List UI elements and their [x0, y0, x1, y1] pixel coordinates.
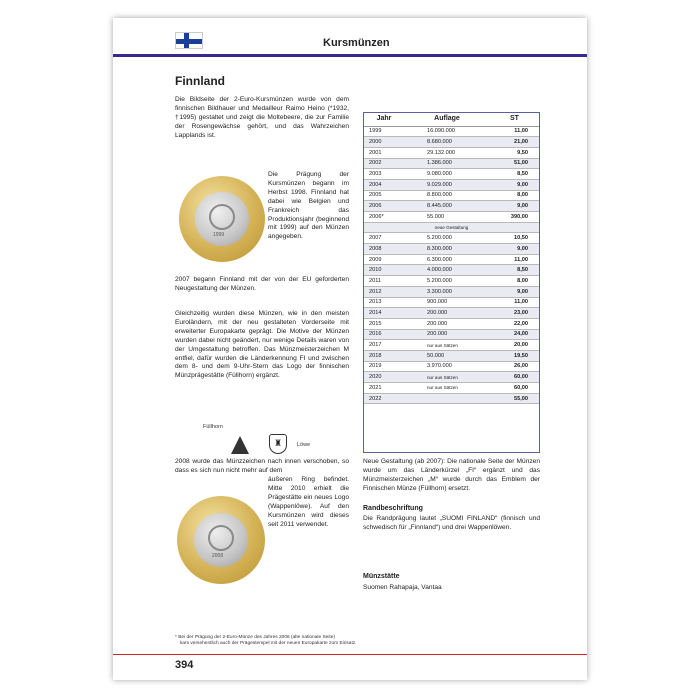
minting-paragraph: Die Prägung der Kursmünzen begann im Herbst 1998. Finnland hat dabei wie Belgien und Frankreich das Produktionsjahr (beginnend mit 1999) auf den Münzen angegeben. [268, 171, 349, 241]
cell-jahr: 2015 [363, 318, 405, 329]
table-row [363, 254, 540, 265]
cell-jahr: 2011 [363, 276, 405, 287]
cell-st: 8,00 [489, 190, 540, 201]
cell-auflage: 4.000.000 [405, 265, 489, 276]
cell-auflage: 1.386.000 [405, 158, 489, 169]
cell-st: 51,00 [489, 158, 540, 169]
cell-auflage: 9.080.000 [405, 169, 489, 180]
cell-st: 9,00 [489, 179, 540, 190]
cell-st: 19,50 [489, 350, 540, 361]
cell-auflage: 3.970.000 [405, 361, 489, 372]
details-paragraph: Gleichzeitig wurden diese Münzen, wie in den meisten Euroländern, mit der neu gestalteten Vorderseite mit erweiterter Europakarte geprägt. Die Motive der Münzen wurden dabei nicht geändert, nur wenige Details waren von der Umgestaltung betroffen. Das Münzmeisterzeichen M entfiel, dafür wurden die Länderkennung FI und zwischen dem 8- und dem 9-Uhr-Stern das Logo der finnischen Münzprägestätte (Füllhorn) ergänzt. [175, 310, 349, 380]
cell-st: 55,00 [489, 393, 540, 404]
cell-auflage: 5.200.000 [405, 276, 489, 287]
cell-jahr: 2014 [363, 308, 405, 319]
new-design-paragraph: Neue Gestaltung (ab 2007): Die nationale Seite der Münzen wurde um das Länderkürzel „FI“ ergänzt und das Münzmeisterzeichen „M“ wurde durch das Emblem der Finnischen Münze (Füllhorn) ersetzt. [363, 458, 540, 492]
cell-auflage: 55.000 [405, 212, 489, 223]
cell-st: 23,00 [489, 308, 540, 319]
cell-jahr: 2002 [363, 158, 405, 169]
cell-jahr: 2020 [363, 372, 405, 383]
table-header-auflage: Auflage [405, 112, 489, 126]
cell-jahr: 2019 [363, 361, 405, 372]
cell-auflage: 50.000 [405, 350, 489, 361]
cell-auflage: 6.300.000 [405, 254, 489, 265]
cell-st: 22,00 [489, 318, 540, 329]
table-row [363, 212, 540, 223]
table-note-row: neue Gestaltung [363, 222, 540, 233]
table-row [363, 190, 540, 201]
table-row [363, 126, 540, 137]
table-row [363, 383, 540, 394]
cell-auflage: 8.445.000 [405, 201, 489, 212]
cell-auflage: 200.000 [405, 318, 489, 329]
cell-jahr: 2010 [363, 265, 405, 276]
cell-st: 8,00 [489, 276, 540, 287]
cell-jahr: 2009 [363, 254, 405, 265]
table-header-st: ST [489, 112, 540, 126]
cell-st: 60,00 [489, 383, 540, 394]
cell-jahr: 2005 [363, 190, 405, 201]
table-row [363, 297, 540, 308]
cell-jahr: 2012 [363, 286, 405, 297]
finland-flag-icon [175, 32, 203, 49]
table-row [363, 372, 540, 383]
cloudberry-icon [208, 525, 234, 551]
cell-auflage [405, 393, 489, 404]
table-row [363, 158, 540, 169]
cell-st: 60,00 [489, 372, 540, 383]
section-title: Finnland [175, 74, 225, 88]
cell-auflage: nur aus Sätzen [405, 372, 489, 383]
mintmark-paragraph-b: äußeren Ring befindet. Mitte 2010 erhielt die Prägestätte ein neues Logo (Wappenlöwe). Auf den Kursmünzen wird dieses seit 2011 verwendet. [268, 476, 349, 528]
table-row [363, 329, 540, 340]
cell-st: 9,00 [489, 201, 540, 212]
cell-auflage: 8.680.000 [405, 137, 489, 148]
muenz-heading: Münzstätte [363, 573, 400, 580]
cell-jahr: 2022 [363, 393, 405, 404]
cell-auflage: nur aus Sätzen [405, 340, 489, 351]
rand-paragraph: Die Randprägung lautet „SUOMI FINLAND“ (finnisch und schwedisch für „Finnland“) und drei Wappenlöwen. [363, 515, 540, 531]
table-row [363, 393, 540, 404]
cell-auflage: 8.800.000 [405, 190, 489, 201]
coin-image-2008: 2008 [177, 496, 265, 584]
mintage-table [363, 112, 540, 404]
cell-auflage: nur aus Sätzen [405, 383, 489, 394]
cell-jahr: 2000 [363, 137, 405, 148]
footer-divider [113, 654, 587, 655]
catalog-page [113, 18, 587, 680]
cell-st: 21,00 [489, 137, 540, 148]
intro-paragraph: Die Bildseite der 2-Euro-Kursmünzen wurde von dem finnischen Bildhauer und Medailleur Raimo Heino (*1932, †1995) gestaltet und zeigt die Moltebeere, die zur Familie der Rosengewächse gehört, und das Wahrzeichen Lapplands ist. [175, 96, 349, 139]
muenz-paragraph: Suomen Rahapaja, Vantaa [363, 584, 442, 591]
footnote: * Bei der Prägung der 2-Euro-Münze des Jahres 2006 (alte nationale Seite) kam versehentlich auch der Prägestempel mit der neuen Europakarte zum Einsatz. [175, 635, 357, 647]
page-number: 394 [175, 659, 194, 671]
cell-jahr: 2003 [363, 169, 405, 180]
table-header-jahr: Jahr [363, 112, 405, 126]
cell-jahr: 2004 [363, 179, 405, 190]
cell-auflage: 9.029.000 [405, 179, 489, 190]
cell-auflage: 29.132.000 [405, 147, 489, 158]
cell-st: 24,00 [489, 329, 540, 340]
cell-st: 20,00 [489, 340, 540, 351]
cell-st: 11,00 [489, 297, 540, 308]
page-header-title: Kursmünzen [323, 37, 390, 49]
cell-auflage: 5.200.000 [405, 233, 489, 244]
table-row [363, 276, 540, 287]
table-row [363, 233, 540, 244]
cell-jahr: 2007 [363, 233, 405, 244]
loewe-label: Löwe [297, 442, 311, 448]
fuellhorn-icon [231, 436, 249, 454]
cell-st: 10,50 [489, 233, 540, 244]
cell-auflage: 3.300.000 [405, 286, 489, 297]
redesign-paragraph: 2007 begann Finnland mit der von der EU geforderten Neugestaltung der Münzen. [175, 276, 349, 292]
cell-jahr: 2016 [363, 329, 405, 340]
table-row [363, 318, 540, 329]
table-row [363, 265, 540, 276]
table-row [363, 340, 540, 351]
table-row [363, 169, 540, 180]
table-row [363, 361, 540, 372]
cell-jahr: 2008 [363, 244, 405, 255]
cell-jahr: 2017 [363, 340, 405, 351]
cell-jahr: 2001 [363, 147, 405, 158]
header-divider [113, 54, 587, 57]
cell-auflage: 200.000 [405, 329, 489, 340]
table-row [363, 179, 540, 190]
cloudberry-icon [209, 204, 235, 230]
table-row [363, 137, 540, 148]
cell-st: 390,00 [489, 212, 540, 223]
cell-jahr: 2013 [363, 297, 405, 308]
cell-jahr: 1999 [363, 126, 405, 137]
cell-auflage: 900.000 [405, 297, 489, 308]
table-row [363, 147, 540, 158]
cell-st: 11,00 [489, 126, 540, 137]
cell-st: 9,00 [489, 244, 540, 255]
cell-st: 26,00 [489, 361, 540, 372]
table-row [363, 286, 540, 297]
cell-auflage: 16.090.000 [405, 126, 489, 137]
cell-st: 8,50 [489, 265, 540, 276]
cell-jahr: 2018 [363, 350, 405, 361]
cell-jahr: 2006* [363, 212, 405, 223]
fuellhorn-label: Füllhorn [203, 424, 223, 430]
mintmark-paragraph-a: 2008 wurde das Münzzeichen nach innen verschoben, so dass es sich nun nicht mehr auf dem [175, 458, 349, 474]
table-row [363, 244, 540, 255]
cell-auflage: 200.000 [405, 308, 489, 319]
cell-st: 9,00 [489, 286, 540, 297]
cell-st: 8,50 [489, 169, 540, 180]
coin-image-1999: 1999 [179, 176, 265, 262]
cell-auflage: 8.300.000 [405, 244, 489, 255]
cell-jahr: 2021 [363, 383, 405, 394]
cell-st: 11,00 [489, 254, 540, 265]
table-row [363, 201, 540, 212]
rand-heading: Randbeschriftung [363, 505, 423, 512]
table-row [363, 308, 540, 319]
cell-st: 9,50 [489, 147, 540, 158]
lion-emblem-icon: ♜ [269, 434, 287, 454]
table-row [363, 350, 540, 361]
cell-jahr: 2006 [363, 201, 405, 212]
